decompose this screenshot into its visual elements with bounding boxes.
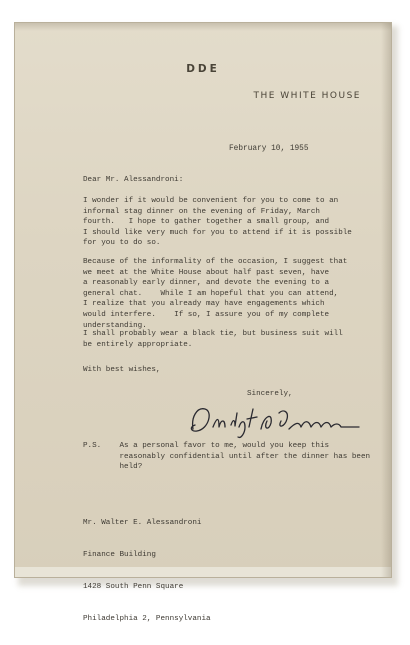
postscript: P.S. As a personal favor to me, would you keep this reasonably confidential until after the dinner has been held? [83, 442, 371, 472]
paragraph-3: I shall probably wear a black tie, but business suit will be entirely appropriate. [83, 330, 343, 349]
handwritten-signature [183, 399, 373, 441]
closing: With best wishes, [83, 366, 161, 374]
letter-sheet [14, 22, 392, 623]
paragraph-1: I wonder if it would be convenient for you to come to an informal stag dinner on the evening of Friday, March fourth. I hope to gather together a small group, and I should like very much for you to attend if it is possible for you to do so. [83, 197, 352, 248]
bottom-tape [15, 567, 391, 577]
address-line: 1428 South Penn Square [83, 582, 184, 591]
paragraph-2: Because of the informality of the occasion, I suggest that we meet at the White House about half past seven, have a reasonably early dinner, and devote the evening to a general chat. While I am hopeful that you can attend, I realize that you already may have engagements which would interfere. If so, I assure you of my complete understanding. [83, 258, 348, 330]
letter-date: February 10, 1955 [229, 145, 309, 153]
address-line: Finance Building [83, 550, 156, 559]
letterhead-monogram: DDE [186, 63, 220, 75]
address-line: Philadelphia 2, Pennsylvania [83, 614, 211, 623]
sign-off: Sincerely, [247, 390, 293, 398]
salutation: Dear Mr. Alessandroni: [83, 176, 184, 184]
letterhead-office: THE WHITE HOUSE [253, 91, 361, 101]
address-line: Mr. Walter E. Alessandroni [83, 519, 202, 528]
